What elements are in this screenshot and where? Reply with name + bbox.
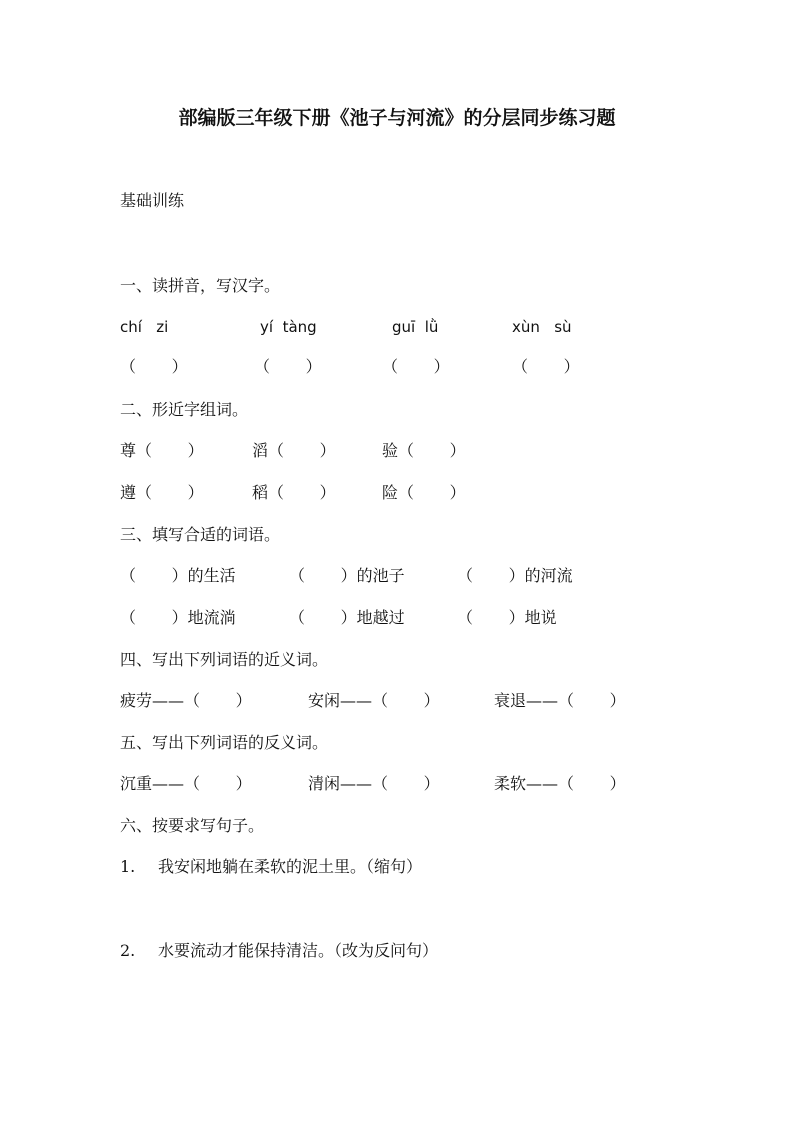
q2-item[interactable]: 稻（ ） [252,483,336,502]
q2-heading: 二、形近字组词。 [120,400,249,419]
q5-item[interactable]: 沉重——（ ） [120,774,252,793]
q3-item[interactable]: （ ）地说 [457,608,557,627]
q1-blank-3[interactable]: （ ） [382,357,450,376]
q5-item[interactable]: 柔软——（ ） [494,774,626,793]
q3-item[interactable]: （ ）的生活 [120,566,236,585]
q6-item-number: 2. [120,941,136,960]
q1-heading: 一、读拼音，写汉字。 [120,276,281,295]
q5-heading: 五、写出下列词语的反义词。 [120,733,329,752]
q3-item[interactable]: （ ）的河流 [457,566,573,585]
q4-item[interactable]: 疲劳——（ ） [120,691,252,710]
q3-heading: 三、填写合适的词语。 [120,525,281,544]
q6-item-number: 1. [120,857,136,876]
q1-pinyin-1: chí zi [120,318,169,336]
q4-item[interactable]: 安闲——（ ） [308,691,440,710]
page-title: 部编版三年级下册《池子与河流》的分层同步练习题 [178,107,616,129]
q2-item[interactable]: 险（ ） [382,483,466,502]
q2-item[interactable]: 滔（ ） [252,441,336,460]
q2-item[interactable]: 验（ ） [382,441,466,460]
q1-pinyin-4: xùn sù [512,318,572,336]
q6-heading: 六、按要求写句子。 [120,816,265,835]
q5-item[interactable]: 清闲——（ ） [308,774,440,793]
q1-pinyin-2: yí tàng [260,318,317,336]
q3-item[interactable]: （ ）地流淌 [120,608,236,627]
q1-blank-1[interactable]: （ ） [120,357,188,376]
q4-item[interactable]: 衰退——（ ） [494,691,626,710]
section-heading: 基础训练 [120,191,185,210]
q3-item[interactable]: （ ）的池子 [289,566,405,585]
q6-item-text: 我安闲地躺在柔软的泥土里。（缩句） [158,857,423,876]
q3-item[interactable]: （ ）地越过 [289,608,405,627]
q2-item[interactable]: 尊（ ） [120,441,204,460]
q4-heading: 四、写出下列词语的近义词。 [120,650,329,669]
q1-blank-2[interactable]: （ ） [254,357,322,376]
q1-blank-4[interactable]: （ ） [512,357,580,376]
q6-item-text: 水要流动才能保持清洁。（改为反问句） [158,941,439,960]
q1-pinyin-3: guī lǜ [392,318,439,336]
q2-item[interactable]: 遵（ ） [120,483,204,502]
